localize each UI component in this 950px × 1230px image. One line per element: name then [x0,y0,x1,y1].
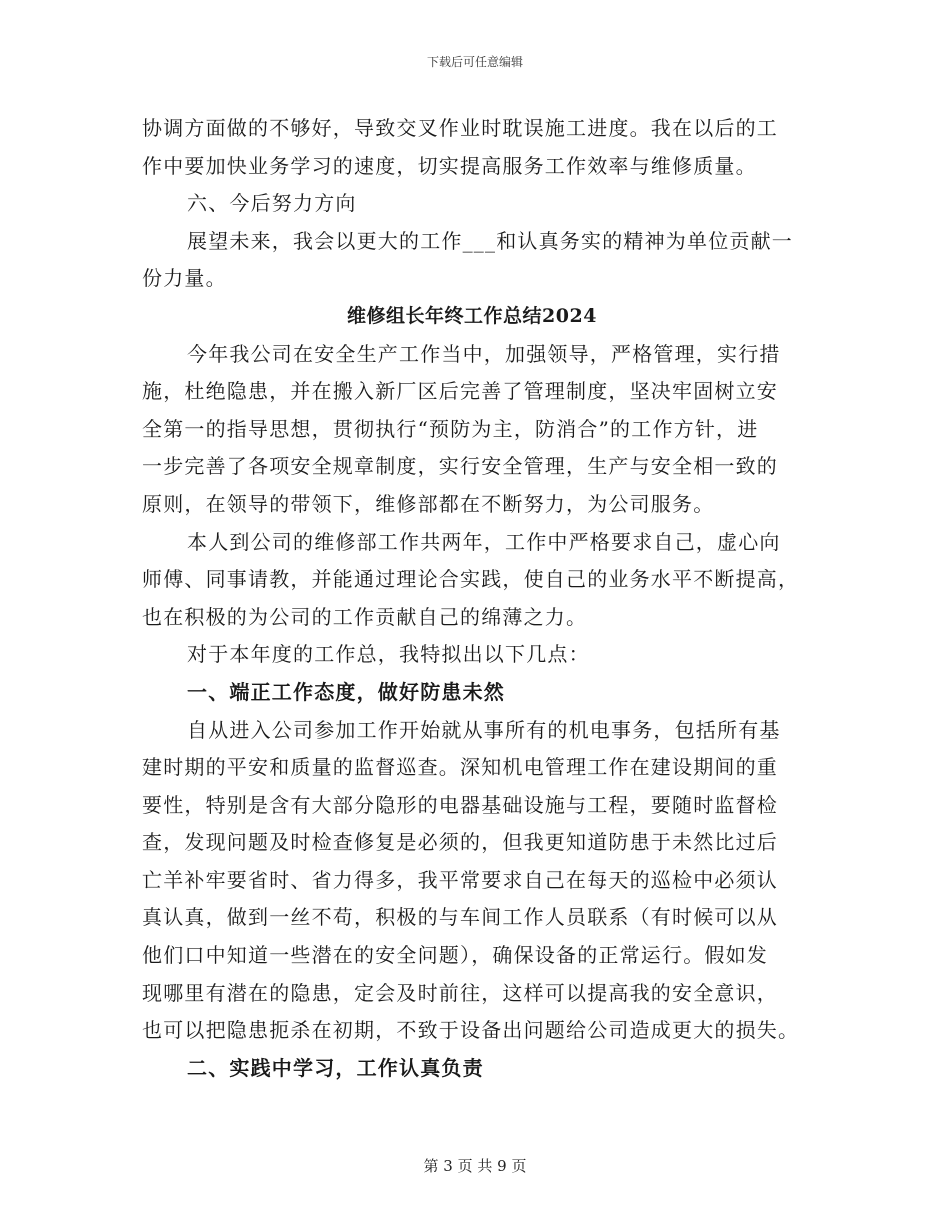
paragraph-line: 份力量。 [142,266,227,291]
paragraph-line: 原则，在领导的带领下，维修部都在不断努力，为公司服务。 [142,491,715,516]
paragraph-line: 亡羊补牢要省时、省力得多，我平常要求自己在每天的巡检中必须认 [142,867,778,892]
paragraph-line: 师傅、同事请教，并能通过理论合实践，使自己的业务水平不断提高， [142,567,800,592]
paragraph-line: 施，杜绝隐患，并在搬入新厂区后完善了管理制度，坚决牢固树立安 [142,379,778,404]
page-number: 第 3 页 共 9 页 [423,1157,527,1175]
paragraph-line: 全第一的指导思想，贯彻执行“预防为主，防消合”的工作方针，进 [142,416,759,441]
section-heading-future: 六、今后努力方向 [187,191,357,216]
section-heading-2: 二、实践中学习，工作认真负责 [187,1055,484,1080]
paragraph-line: 要性，特别是含有大部分隐形的电器基础设施与工程，要随时监督检 [142,792,778,817]
paragraph-line: 也在积极的为公司的工作贡献自己的绵薄之力。 [142,604,588,629]
paragraph-line: 一步完善了各项安全规章制度，实行安全管理，生产与安全相一致的 [142,454,778,479]
paragraph-line: 本人到公司的维修部工作共两年，工作中严格要求自己，虚心向 [187,529,781,554]
paragraph-line: 对于本年度的工作总，我特拟出以下几点： [187,642,590,667]
document-body [142,110,802,1087]
paragraph-line: 协调方面做的不够好，导致交叉作业时耽误施工进度。我在以后的工 [142,116,778,140]
paragraph-line: 他们口中知道一些潜在的安全问题），确保设备的正常运行。假如发 [142,943,768,968]
paragraph-line: 建时期的平安和质量的监督巡查。深知机电管理工作在建设期间的重 [142,755,778,780]
section-heading-1: 一、端正工作态度，做好防患未然 [187,679,505,704]
page-header-note: 下载后可任意编辑 [426,55,523,69]
paragraph-line: 展望未来，我会以更大的工作___和认真务实的精神为单位贡献一 [187,228,793,253]
paragraph-line: 今年我公司在安全生产工作当中，加强领导，严格管理，实行措 [187,341,781,366]
document-title: 维修组长年终工作总结2024 [347,304,597,327]
paragraph-line: 也可以把隐患扼杀在初期，不致于设备出问题给公司造成更大的损失。 [142,1018,800,1043]
paragraph-line: 作中要加快业务学习的速度，切实提高服务工作效率与维修质量。 [142,153,757,178]
paragraph-line: 真认真，做到一丝不苟，积极的与车间工作人员联系（有时候可以从 [142,905,778,930]
paragraph-line: 自从进入公司参加工作开始就从事所有的机电事务，包括所有基 [187,717,781,742]
paragraph-line: 查，发现问题及时检查修复是必须的，但我更知道防患于未然比过后 [142,830,778,855]
paragraph-line: 现哪里有潜在的隐患，定会及时前往，这样可以提高我的安全意识， [142,980,778,1005]
